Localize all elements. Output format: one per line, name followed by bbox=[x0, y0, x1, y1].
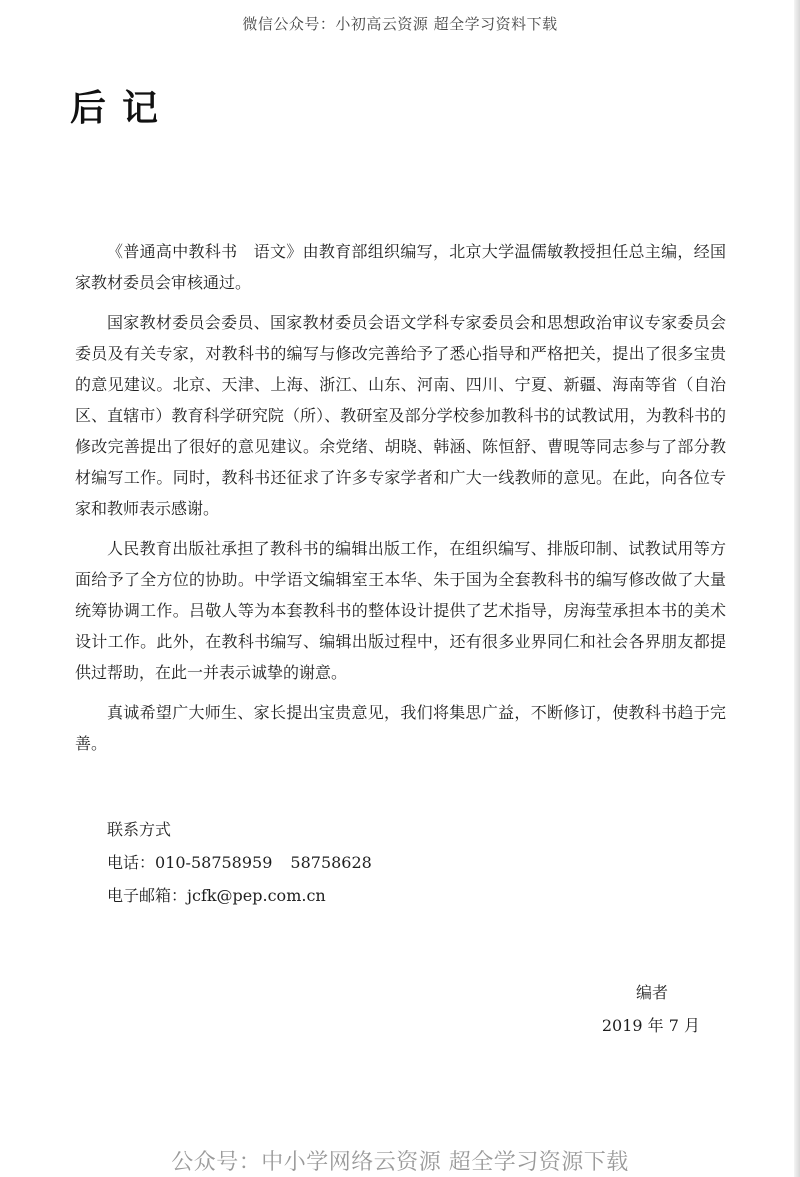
paragraph: 人民教育出版社承担了教科书的编辑出版工作，在组织编写、排版印制、试教试用等方面给予了全方位的协助。中学语文编辑室王本华、朱于国为全套教科书的编写修改做了大量统筹协调工作。吕敬人等为本套教科书的整体设计提供了艺术指导，房海莹承担本书的美术设计工作。此外，在教科书编写、编辑出版过程中，还有很多业界同仁和社会各界朋友都提供过帮助，在此一并表示诚挚的谢意。 bbox=[75, 539, 726, 682]
page-title: 后记 bbox=[70, 88, 175, 129]
header-banner: 微信公众号：小初高云资源 超全学习资料下载 bbox=[242, 15, 558, 33]
email-label: 电子邮箱： bbox=[107, 886, 188, 905]
paragraph: 真诚希望广大师生、家长提出宝贵意见，我们将集思广益，不断修订，使教科书趋于完善。 bbox=[75, 703, 726, 753]
phone-label: 电话： bbox=[107, 853, 156, 872]
paragraph: 《普通高中教科书 语文》由教育部组织编写，北京大学温儒敏教授担任总主编，经国家教材委员会审核通过。 bbox=[75, 242, 726, 292]
scan-edge-shadow bbox=[794, 0, 800, 1177]
contact-block bbox=[107, 813, 372, 912]
phone-number-2: 58758628 bbox=[290, 853, 372, 872]
email-address: jcfk@pep.com.cn bbox=[187, 886, 326, 905]
author-line: 编者 bbox=[635, 983, 668, 1002]
phone-number-1: 010-58758959 bbox=[155, 853, 273, 872]
email-line bbox=[107, 879, 372, 912]
body-text bbox=[75, 236, 726, 768]
contact-heading: 联系方式 bbox=[107, 820, 172, 839]
signoff-block bbox=[560, 976, 700, 1042]
paragraph: 国家教材委员会委员、国家教材委员会语文学科专家委员会和思想政治审议专家委员会委员及有关专家，对教科书的编写与修改完善给予了悉心指导和严格把关，提出了很多宝贵的意见建议。北京、天津、上海、浙江、山东、河南、四川、宁夏、新疆、海南等省（自治区、直辖市）教育科学研究院（所）、教研室及部分学校参加教科书的试教试用，为教科书的修改完善提出了很好的意见建议。余党绪、胡晓、韩涵、陈恒舒、曹晛等同志参与了部分教材编写工作。同时，教科书还征求了许多专家学者和广大一线教师的意见。在此，向各位专家和教师表示感谢。 bbox=[75, 313, 726, 518]
footer-watermark: 公众号：中小学网络云资源 超全学习资源下载 bbox=[171, 1150, 629, 1175]
date-line: 2019 年 7 月 bbox=[601, 1016, 700, 1035]
phone-line bbox=[107, 846, 372, 879]
